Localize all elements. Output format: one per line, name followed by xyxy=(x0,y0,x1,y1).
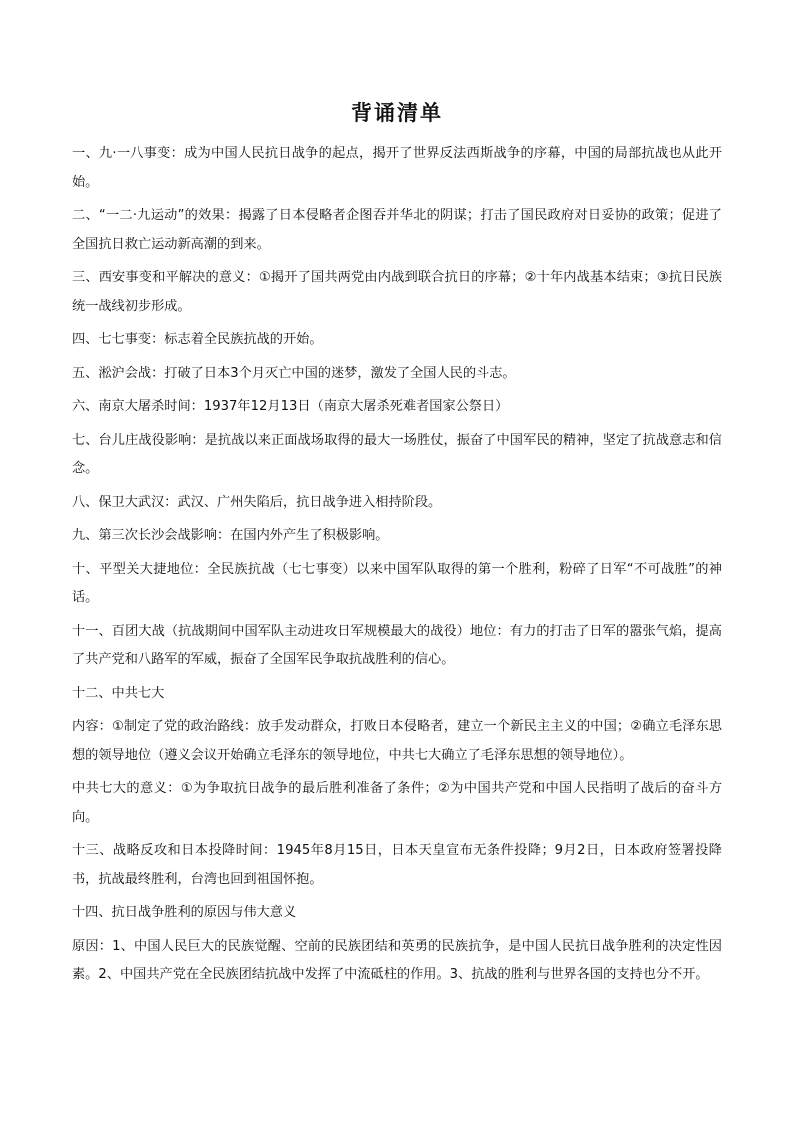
paragraph: 七、台儿庄战役影响：是抗战以来正面战场取得的最大一场胜仗，振奋了中国军民的精神，坚定了抗战意志和信念。 xyxy=(72,432,722,476)
paragraph: 十一、百团大战（抗战期间中国军队主动进攻日军规模最大的战役）地位：有力的打击了日军的嚣张气焰，提高了共产党和八路军的军威，振奋了全国军民争取抗战胜利的信心。 xyxy=(72,623,722,667)
paragraph: 三、西安事变和平解决的意义：①揭开了国共两党由内战到联合抗日的序幕；②十年内战基本结束；③抗日民族统一战线初步形成。 xyxy=(72,270,722,314)
paragraph: 内容：①制定了党的政治路线：放手发动群众，打败日本侵略者，建立一个新民主主义的中国；②确立毛泽东思想的领导地位（遵义会议开始确立毛泽东的领导地位，中共七大确立了毛泽东思想的领导地位）。 xyxy=(72,719,722,763)
paragraph: 八、保卫大武汉：武汉、广州失陷后，抗日战争进入相持阶段。 xyxy=(72,494,442,510)
paragraph: 二、“一二·九运动”的效果：揭露了日本侵略者企图吞并华北的阴谋；打击了国民政府对日妥协的政策；促进了全国抗日救亡运动新高潮的到来。 xyxy=(72,208,722,252)
paragraph: 一、九·一八事变：成为中国人民抗日战争的起点，揭开了世界反法西斯战争的序幕，中国的局部抗战也从此开始。 xyxy=(72,146,723,190)
paragraph: 六、南京大屠杀时间：1937年12月13日（南京大屠杀死难者国家公祭日） xyxy=(72,399,509,414)
paragraph: 四、七七事变：标志着全民族抗战的开始。 xyxy=(72,332,323,347)
paragraph: 十三、战略反攻和日本投降时间：1945年8月15日，日本天皇宣布无条件投降；9月2日，日本政府签署投降书，抗战最终胜利，台湾也回到祖国怀抱。 xyxy=(72,843,722,887)
section-heading: 十四、抗日战争胜利的原因与伟大意义 xyxy=(72,905,297,920)
paragraph: 五、淞沪会战：打破了日本3个月灭亡中国的迷梦，激发了全国人民的斗志。 xyxy=(72,365,516,381)
section-heading: 十二、中共七大 xyxy=(72,685,165,701)
recitation-list xyxy=(72,140,722,990)
document-title: 背诵清单 xyxy=(351,101,443,125)
paragraph: 原因：1、中国人民巨大的民族觉醒、空前的民族团结和英勇的民族抗争，是中国人民抗日战争胜利的决定性因素。2、中国共产党在全民族团结抗战中发挥了中流砥柱的作用。3、抗战的胜利与世界各国的支持也分不开。 xyxy=(72,938,722,982)
paragraph: 九、第三次长沙会战影响：在国内外产生了积极影响。 xyxy=(72,528,389,543)
paragraph: 中共七大的意义：①为争取抗日战争的最后胜利准备了条件；②为中国共产党和中国人民指明了战后的奋斗方向。 xyxy=(72,781,722,825)
paragraph: 十、平型关大捷地位：全民族抗战（七七事变）以来中国军队取得的第一个胜利，粉碎了日军“不可战胜”的神话。 xyxy=(72,561,722,605)
